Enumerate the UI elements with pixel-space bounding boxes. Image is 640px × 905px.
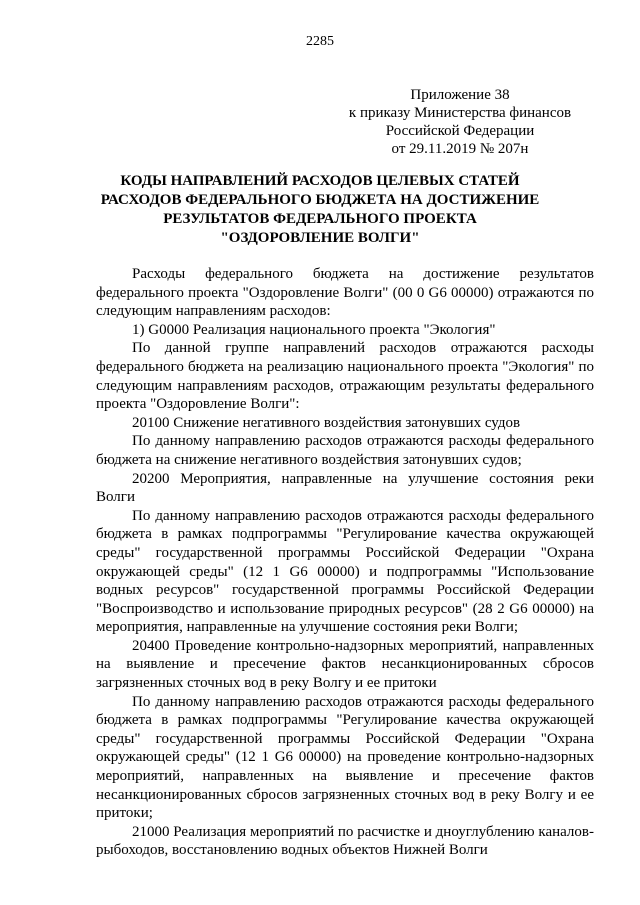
document-body [96,265,594,860]
title-line: РАСХОДОВ ФЕДЕРАЛЬНОГО БЮДЖЕТА НА ДОСТИЖЕНИЕ [100,192,540,208]
paragraph: Расходы федерального бюджета на достижение результатов федерального проекта "Оздоровление Волги" (00 0 G6 00000) отражаются по следующим направлениям расходов: [96,266,594,320]
annex-line: от 29.11.2019 № 207н [391,141,529,157]
annex-line: Российской Федерации [385,123,535,139]
paragraph: 20400 Проведение контрольно-надзорных мероприятий, направленных на выявление и пресечение фактов несанкционированных сбросов загрязненных сточных вод в реку Волгу и ее притоки [96,637,594,692]
annex-header [340,86,580,158]
title-line: "ОЗДОРОВЛЕНИЕ ВОЛГИ" [220,230,420,246]
page-number: 2285 [306,34,334,49]
paragraph: По данному направлению расходов отражаются расходы федерального бюджета в рамках подпрограммы "Регулирование качества окружающей среды" государственной программы Российской Федерации "Охрана окружающей среды" (12 1 G6 00000) на проведение контрольно-надзорных мероприятий, направленных на выявление и пресечение фактов несанкционированных сбросов загрязненных сточных вод в реку Волгу и ее притоки; [96,693,594,822]
annex-line: Приложение 38 [410,87,510,103]
annex-line: к приказу Министерства финансов [348,105,572,121]
title-line: РЕЗУЛЬТАТОВ ФЕДЕРАЛЬНОГО ПРОЕКТА [163,211,477,227]
paragraph: По данному направлению расходов отражаются расходы федерального бюджета на снижение негативного воздействия затонувших судов; [96,433,594,468]
paragraph: 20100 Снижение негативного воздействия затонувших судов [132,414,521,431]
paragraph: По данной группе направлений расходов отражаются расходы федерального бюджета на реализацию национального проекта "Экология" по следующим направлениям расходов, отражающим результаты федерального проекта "Оздоровление Волги": [96,340,594,413]
paragraph: 20200 Мероприятия, направленные на улучшение состояния реки Волги [96,470,594,506]
paragraph: 1) G0000 Реализация национального проекта "Экология" [132,321,496,338]
paragraph: По данному направлению расходов отражаются расходы федерального бюджета в рамках подпрограммы "Регулирование качества окружающей среды" государственной программы Российской Федерации "Охрана окружающей среды" (12 1 G6 00000) и подпрограммы "Использование водных ресурсов" государственной программы Российской Федерации "Воспроизводство и использование природных ресурсов" (28 2 G6 00000) на мероприятия, направленные на улучшение состояния реки Волги; [96,507,594,636]
title-line: КОДЫ НАПРАВЛЕНИЙ РАСХОДОВ ЦЕЛЕВЫХ СТАТЕЙ [120,173,520,189]
paragraph: 21000 Реализация мероприятий по расчистке и дноуглублению каналов-рыбоходов, восстановлению водных объектов Нижней Волги [96,823,594,859]
document-title [90,172,550,248]
